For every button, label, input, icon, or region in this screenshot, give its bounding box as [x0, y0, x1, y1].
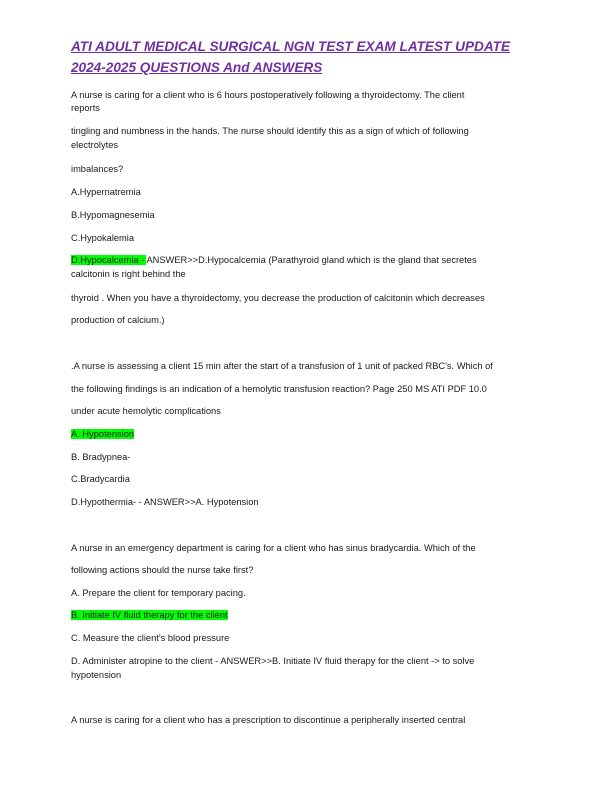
q2-stem-line-2: the following findings is an indication of a hemolytic transfusion reaction? Page 250 MS ATI PDF 10.0	[71, 384, 487, 394]
q1-answer-line-3: production of calcium.)	[71, 315, 165, 325]
q1-option-a: A.Hypernatremia	[71, 187, 141, 197]
q2-option-b: B. Bradypnea-	[71, 452, 131, 462]
q1-stem-line-1b: reports	[71, 103, 100, 113]
document-title-line-1: ATI ADULT MEDICAL SURGICAL NGN TEST EXAM LATEST UPDATE	[71, 39, 511, 54]
q2-option-a-highlight: A. Hypotension	[71, 429, 135, 439]
q1-answer-line-1b: calcitonin is right behind the	[71, 269, 186, 279]
q2-option-a-line	[71, 428, 134, 441]
q2-stem-line-1: .A nurse is assessing a client 15 min after the start of a transfusion of 1 unit of packed RBC's. Which of	[71, 361, 493, 371]
q3-stem-line-2: following actions should the nurse take first?	[71, 565, 254, 575]
q1-answer-line-2: thyroid . When you have a thyroidectomy, you decrease the production of calcitonin which decreases	[71, 293, 485, 303]
q3-option-b-line	[71, 609, 228, 622]
q1-option-d-highlight: D.Hypocalcemia -	[71, 255, 147, 265]
q3-option-c: C. Measure the client's blood pressure	[71, 633, 230, 643]
q3-option-d-line-2: hypotension	[71, 670, 122, 680]
q1-stem-line-2b: electrolytes	[71, 140, 119, 150]
q3-stem-line-1: A nurse in an emergency department is caring for a client who has sinus bradycardia. Which of the	[71, 543, 476, 553]
q2-stem-line-3: under acute hemolytic complications	[71, 406, 221, 416]
q1-stem-line-3: imbalances?	[71, 164, 124, 174]
q1-option-d-line	[71, 254, 477, 267]
document-title-line-2: 2024-2025 QUESTIONS And ANSWERS	[71, 60, 323, 75]
q2-option-c: C.Bradycardia	[71, 474, 130, 484]
q3-option-a: A. Prepare the client for temporary pacing.	[71, 588, 246, 598]
q2-option-d: D.Hypothermia- - ANSWER>>A. Hypotension	[71, 497, 259, 507]
q4-stem-line-1: A nurse is caring for a client who has a prescription to discontinue a peripherally inserted central	[71, 715, 466, 725]
q1-option-b: B.Hypomagnesemia	[71, 210, 155, 220]
q1-answer-line-1: ANSWER>>D.Hypocalcemia (Parathyroid gland which is the gland that secretes	[146, 255, 477, 265]
q1-option-c: C.Hypokalemia	[71, 233, 135, 243]
q3-option-b-highlight: B. Initiate IV fluid therapy for the client	[71, 610, 228, 620]
q3-option-d: D. Administer atropine to the client - ANSWER>>B. Initiate IV fluid therapy for the client -> to solve	[71, 656, 475, 666]
q1-stem-line-2: tingling and numbness in the hands. The nurse should identify this as a sign of which of following	[71, 126, 469, 136]
q1-stem-line-1: A nurse is caring for a client who is 6 hours postoperatively following a thyroidectomy. The client	[71, 90, 465, 100]
